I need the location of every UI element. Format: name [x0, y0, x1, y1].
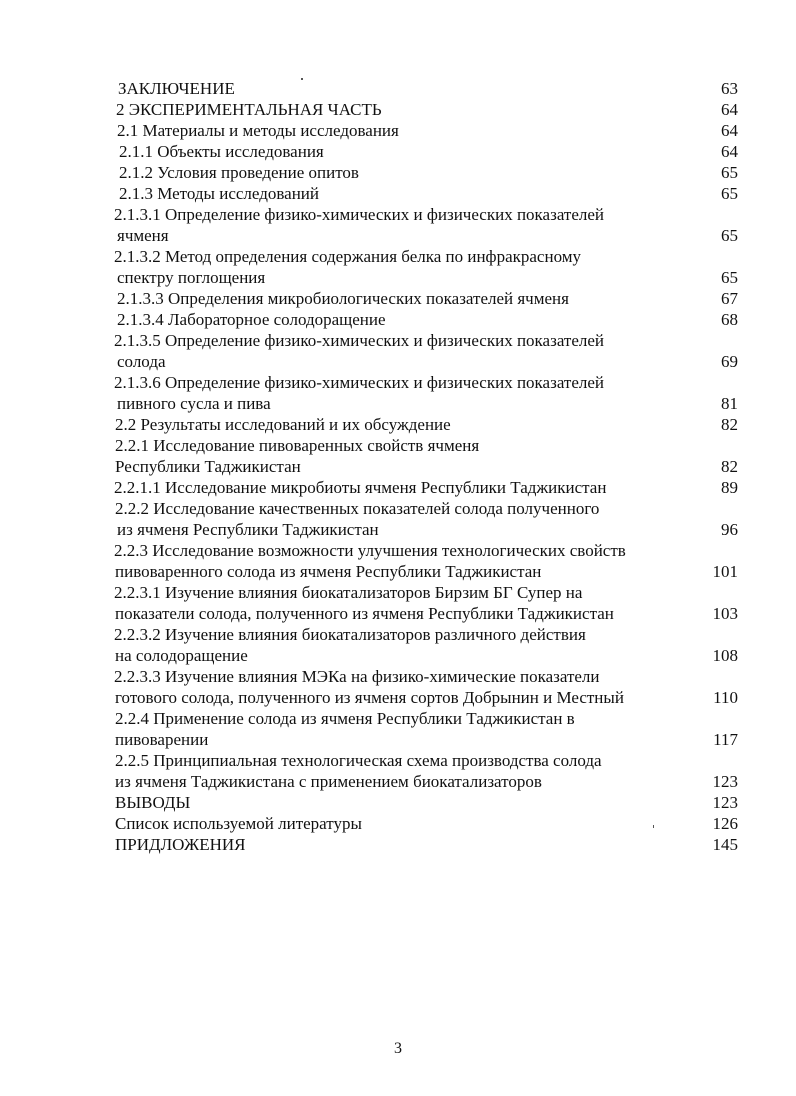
toc-entry: 2 ЭКСПЕРИМЕНТАЛЬНАЯ ЧАСТЬ	[116, 100, 382, 119]
toc-page-number: 64	[721, 142, 738, 161]
toc-page-number: 145	[712, 835, 738, 854]
toc-entry-continuation: пивоваренного солода из ячменя Республики Таджикистан	[115, 562, 542, 581]
toc-page-number: 81	[721, 394, 738, 413]
toc-page-number: 64	[721, 100, 738, 119]
toc-entry-continuation: пивоварении	[115, 730, 209, 749]
toc-entry: 2.1.3.5 Определение физико-химических и физических показателей	[114, 331, 605, 350]
toc-entry: 2.2.1 Исследование пивоваренных свойств ячменя	[115, 436, 480, 455]
toc-entry: 2.1.3.2 Метод определения содержания белка по инфракрасному	[114, 247, 582, 266]
toc-entry-conclusions: ВЫВОДЫ	[115, 793, 191, 812]
toc-entry-continuation: готового солода, полученного из ячменя сортов Добрынин и Местный	[115, 688, 624, 707]
toc-page-number: 96	[721, 520, 738, 539]
toc-entry: 2.2.1.1 Исследование микробиоты ячменя Республики Таджикистан	[114, 478, 607, 497]
toc-entry-appendices: ПРИДЛОЖЕНИЯ	[115, 835, 246, 854]
toc-page-number: 123	[712, 793, 738, 812]
toc-page-number: 108	[712, 646, 738, 665]
toc-entry: 2.2.4 Применение солода из ячменя Республики Таджикистан в	[115, 709, 575, 728]
toc-entry: 2.1.3.4 Лабораторное солодоращение	[117, 310, 386, 329]
toc-page-number: 101	[712, 562, 738, 581]
toc-page-number: 126	[712, 814, 738, 833]
scan-speck	[653, 825, 654, 828]
toc-page-number: 89	[721, 478, 738, 497]
toc-entry-conclusion: ЗАКЛЮЧЕНИЕ	[118, 79, 235, 98]
toc-entry-continuation: спектру поглощения	[117, 268, 266, 287]
toc-entry: 2.1.3.6 Определение физико-химических и физических показателей	[114, 373, 605, 392]
toc-entry: 2.2.3 Исследование возможности улучшения технологических свойств	[114, 541, 626, 560]
toc-entry-continuation: Республики Таджикистан	[115, 457, 301, 476]
toc-entry-continuation: из ячменя Таджикистана с применением биокатализаторов	[115, 772, 542, 791]
toc-entry: 2.2.3.2 Изучение влияния биокатализаторов различного действия	[114, 625, 586, 644]
toc-entry-references: Список используемой литературы	[115, 814, 362, 833]
toc-entry: 2.2.3.1 Изучение влияния биокатализаторов Бирзим БГ Супер на	[114, 583, 583, 602]
toc-entry: 2.1.2 Условия проведение опитов	[119, 163, 359, 182]
toc-page-number: 110	[713, 688, 738, 707]
toc-entry: 2.1.3 Методы исследований	[119, 184, 320, 203]
toc-entry: 2.1 Материалы и методы исследования	[117, 121, 399, 140]
toc-entry: 2.2.5 Принципиальная технологическая схема производства солода	[115, 751, 602, 770]
toc-entry-continuation: солода	[117, 352, 166, 371]
toc-entry-continuation: из ячменя Республики Таджикистан	[117, 520, 379, 539]
toc-entry: 2.1.3.3 Определения микробиологических показателей ячменя	[117, 289, 569, 308]
toc-page-number: 65	[721, 268, 738, 287]
toc-page-number: 65	[721, 163, 738, 182]
toc-page-number: 82	[721, 457, 738, 476]
toc-page-number: 65	[721, 226, 738, 245]
toc-entry: 2.2.2 Исследование качественных показателей солода полученного	[115, 499, 600, 518]
toc-entry-continuation: пивного сусла и пива	[117, 394, 271, 413]
toc-page-number: 82	[721, 415, 738, 434]
toc-page-number: 123	[712, 772, 738, 791]
toc-entry-continuation: показатели солода, полученного из ячменя Республики Таджикистан	[115, 604, 614, 623]
scan-speck	[301, 78, 303, 80]
toc-page-number: 63	[721, 79, 738, 98]
toc-entry: 2.2 Результаты исследований и их обсуждение	[115, 415, 451, 434]
toc-page-number: 103	[712, 604, 738, 623]
toc-page-number: 64	[721, 121, 738, 140]
toc-page-number: 67	[721, 289, 738, 308]
toc-entry: 2.2.3.3 Изучение влияния МЭКа на физико-химические показатели	[114, 667, 600, 686]
toc-page-number: 65	[721, 184, 738, 203]
toc-page-number: 117	[713, 730, 738, 749]
page-number: 3	[394, 1040, 402, 1057]
toc-entry-continuation: ячменя	[117, 226, 169, 245]
toc-entry-continuation: на солодоращение	[115, 646, 248, 665]
toc-entry: 2.1.3.1 Определение физико-химических и физических показателей	[114, 205, 605, 224]
toc-page-number: 68	[721, 310, 738, 329]
toc-page-number: 69	[721, 352, 738, 371]
toc-entry: 2.1.1 Объекты исследования	[119, 142, 324, 161]
